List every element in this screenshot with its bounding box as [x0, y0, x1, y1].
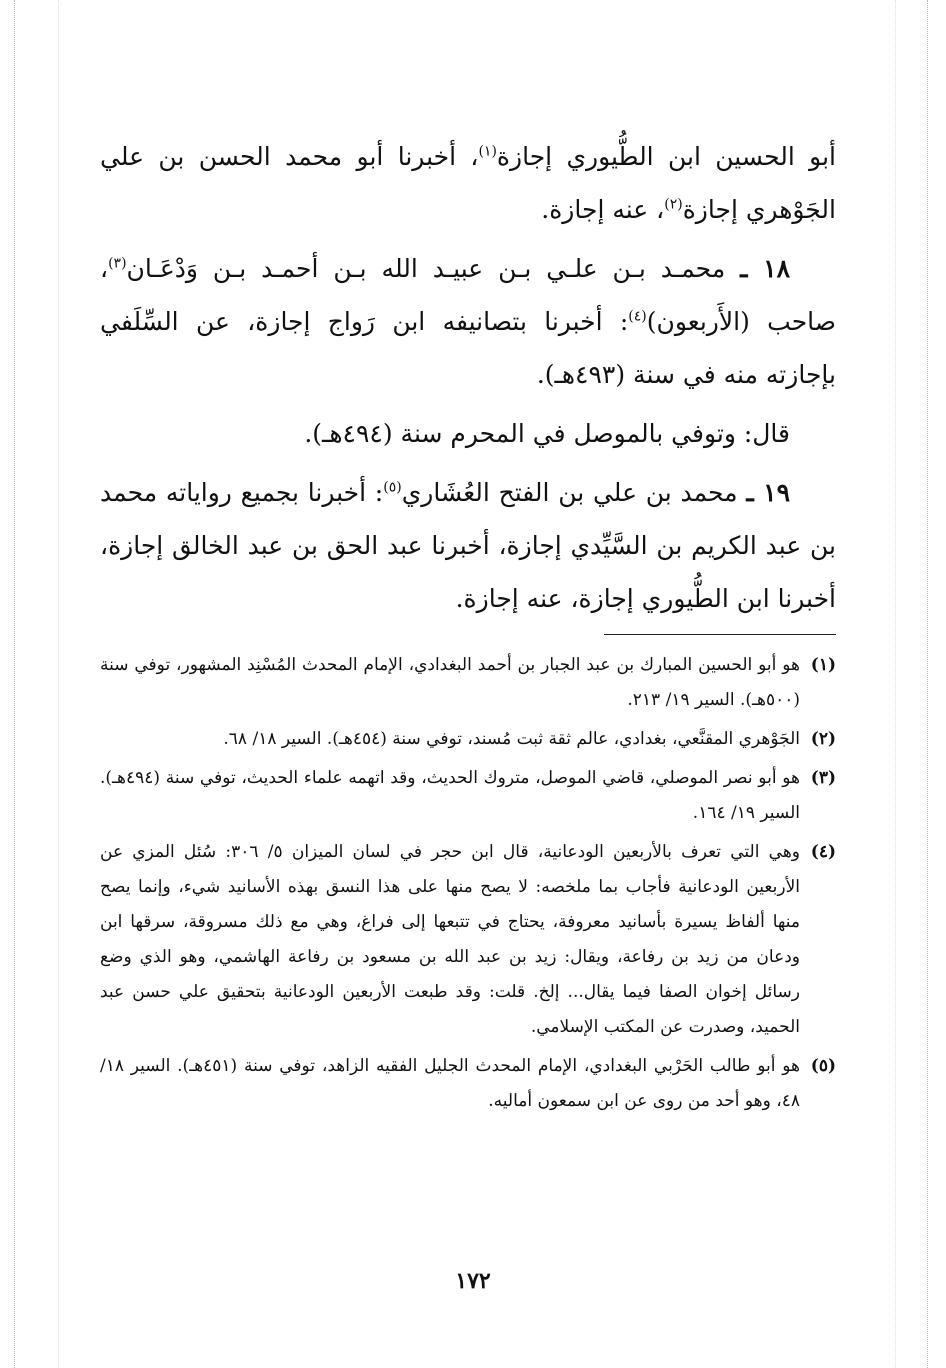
- page-number: ١٧٢: [455, 1268, 491, 1294]
- entry-18-text-b: ، صاحب (الأَربعون): [100, 254, 836, 336]
- footnote-text: الجَوْهري المقنَّعي، بغدادي، عالم ثقة ثبت مُسند، توفي سنة (٤٥٤هـ). السير ١٨/ ٦٨.: [223, 729, 800, 749]
- footnote-3: [100, 761, 836, 831]
- main-text: [100, 130, 836, 631]
- footnote-number: (١): [810, 655, 836, 675]
- footnote-number: (٥): [810, 1056, 836, 1076]
- footnote-text: وهي التي تعرف بالأربعين الودعانية، قال ابن حجر في لسان الميزان ٥/ ٣٠٦: سُئل المزي عن الأربعين الودعانية فأجاب بما ملخصه: لا يصح منها على هذا النسق بهذه الأسانيد شيء، وإنما يصح منها ألفاظ يسيرة بأسانيد معروفة، يحتاج في تتبعها إلى فراغ، وهي مع ذلك مسروقة، سرقها ابن ودعان من زيد بن رفاعة، ويقال: زيد بن عبد الله بن مسعود بن رفاعة الهاشمي، وهو الذي وضع رسائل إخوان الصفا فيما يقال... إلخ. قلت: وقد طبعت الأربعين الودعانية بتحقيق علي حسن عبد الحميد، وصدرت عن المكتب الإسلامي.: [100, 842, 800, 1037]
- footnote-5: [100, 1049, 836, 1119]
- entry-19-text-b: : أخبرنا بجميع رواياته محمد بن عبد الكريم بن السَّيِّدي إجازة، أخبرنا عبد الحق بن عبد الخالق إجازة، أخبرنا ابن الطُّيوري إجازة، عنه إجازة.: [100, 478, 836, 613]
- para1-text-c: ، عنه إجازة.: [541, 195, 665, 224]
- entry-19-name: محمد بن علي بن الفتح العُشَاري: [401, 478, 738, 507]
- footnote-ref-4[interactable]: (٤): [628, 308, 647, 325]
- entry-18-text-c: : أخبرنا بتصانيفه ابن رَواج إجازة، عن السِّلَفي بإجازته منه في سنة (٤٩٣هـ).: [100, 307, 836, 389]
- footnote-number: (٤): [810, 842, 836, 862]
- entry-18-name: محمـد بـن علـي بـن عبيـد الله بـن أحمـد بـن وَدْعَـان: [126, 254, 726, 283]
- footnote-1: [100, 648, 836, 718]
- footnote-text: هو أبو نصر الموصلي، قاضي الموصل، متروك الحديث، وقد اتهمه علماء الحديث، توفي سنة (٤٩٤هـ). السير ١٩/ ١٦٤.: [100, 768, 800, 823]
- paragraph-qala: قال: وتوفي بالموصل في المحرم سنة (٤٩٤هـ).: [304, 419, 790, 448]
- footnotes: [100, 648, 836, 1123]
- footnote-ref-3[interactable]: (٣): [108, 255, 127, 272]
- entry-18: [100, 242, 836, 401]
- para1-text: أبو الحسين ابن الطُّيوري إجازة: [496, 142, 836, 171]
- footnote-text: هو أبو طالب الحَرْبي البغدادي، الإمام المحدث الجليل الفقيه الزاهد، توفي سنة (٤٥١هـ). السير ١٨/ ٤٨، وهو أحد من روى عن ابن سمعون أماليه.: [100, 1056, 800, 1111]
- footnote-number: (٣): [810, 768, 836, 788]
- scan-edge-right-inner: [895, 0, 896, 1368]
- para1-text-b: ، أخبرنا أبو محمد الحسن بن علي الجَوْهري إجازة: [100, 142, 836, 224]
- scan-edge-left: [14, 0, 15, 1368]
- footnote-ref-1[interactable]: (١): [478, 143, 497, 160]
- entry-18-number: ١٨ ـ: [740, 254, 790, 283]
- entry-19: [100, 466, 836, 625]
- paragraph-1: [100, 130, 836, 236]
- footnote-number: (٢): [810, 729, 836, 749]
- footnote-4: [100, 835, 836, 1045]
- footnote-2: [100, 722, 836, 757]
- footnote-ref-2[interactable]: (٢): [664, 196, 683, 213]
- footnote-separator: [604, 634, 836, 635]
- scan-edge-left-inner: [58, 0, 59, 1368]
- footnote-ref-5[interactable]: (٥): [383, 479, 402, 496]
- entry-19-number: ١٩ ـ: [746, 478, 791, 507]
- scan-edge-right: [927, 0, 928, 1368]
- footnote-text: هو أبو الحسين المبارك بن عبد الجبار بن أحمد البغدادي، الإمام المحدث المُسْنِد المشهور، توفي سنة (٥٠٠هـ). السير ١٩/ ٢١٣.: [100, 655, 800, 710]
